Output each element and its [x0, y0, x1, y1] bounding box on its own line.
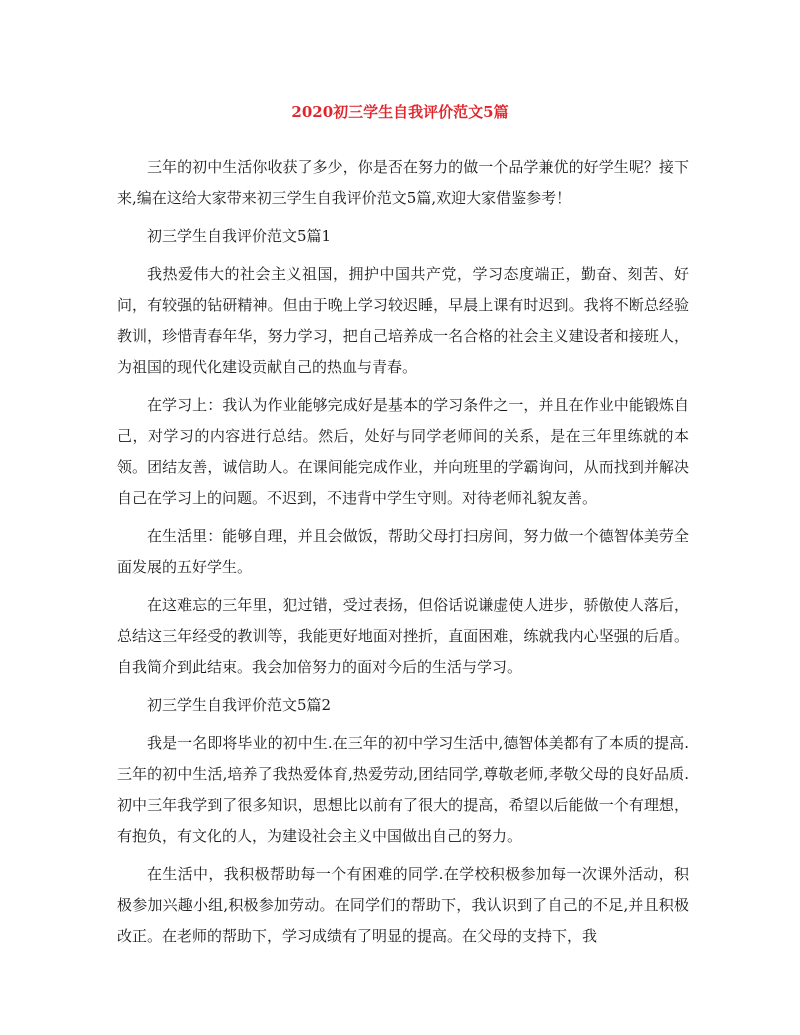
- paragraph: 我是一名即将毕业的初中生.在三年的初中学习生活中,德智体美都有了本质的提高.三年的初中生活,培养了我热爱体育,热爱劳动,团结同学,尊敬老师,孝敬父母的良好品质. 初中三年我学到了很多知识，思想比以前有了很大的提高，希望以后能做一个有理想，有抱负，有文化的人，为建设社会主义中国做出自己的努力。: [117, 734, 689, 845]
- paragraph: 在生活中，我积极帮助每一个有困难的同学.在学校积极参加每一次课外活动，积极参加兴趣小组,积极参加劳动。在同学们的帮助下，我认识到了自己的不足,并且积极改正。在老师的帮助下，学习成绩有了明显的提高。在父母的支持下，我: [117, 865, 689, 945]
- paragraph: 在这难忘的三年里，犯过错，受过表扬，但俗话说谦虚使人进步，骄傲使人落后，总结这三年经受的教训等，我能更好地面对挫折，直面困难，练就我内心坚强的后盾。 自我简介到此结束。我会加倍努力的面对今后的生活与学习。: [117, 596, 689, 676]
- section-heading-2: 初三学生自我评价范文5篇2: [147, 696, 332, 714]
- paragraph: 在学习上：我认为作业能够完成好是基本的学习条件之一，并且在作业中能锻炼自己，对学习的内容进行总结。然后，处好与同学老师间的关系，是在三年里练就的本领。团结友善，诚信助人。在课间能完成作业，并向班里的学霸询问，从而找到并解决自己在学习上的问题。不迟到，不违背中学生守则。对待老师礼貌友善。: [117, 396, 689, 507]
- paragraph: 在生活里：能够自理，并且会做饭，帮助父母打扫房间，努力做一个德智体美劳全面发展的五好学生。: [117, 527, 689, 576]
- paragraph-intro: 三年的初中生活你收获了多少，你是否在努力的做一个品学兼优的好学生呢？接下来,编在这给大家带来初三学生自我评价范文5篇,欢迎大家借鉴参考！: [117, 158, 689, 207]
- section-heading-1: 初三学生自我评价范文5篇1: [147, 227, 332, 245]
- document-body: [117, 152, 689, 959]
- paragraph: 我热爱伟大的社会主义祖国，拥护中国共产党，学习态度端正，勤奋、刻苦、好问，有较强的钻研精神。但由于晚上学习较迟睡，早晨上课有时迟到。我将不断总经验教训，珍惜青春年华，努力学习，把自己培养成一名合格的社会主义建设者和接班人，为祖国的现代化建设贡献自己的热血与青春。: [117, 265, 689, 376]
- document-title: 2020初三学生自我评价范文5篇: [291, 103, 509, 121]
